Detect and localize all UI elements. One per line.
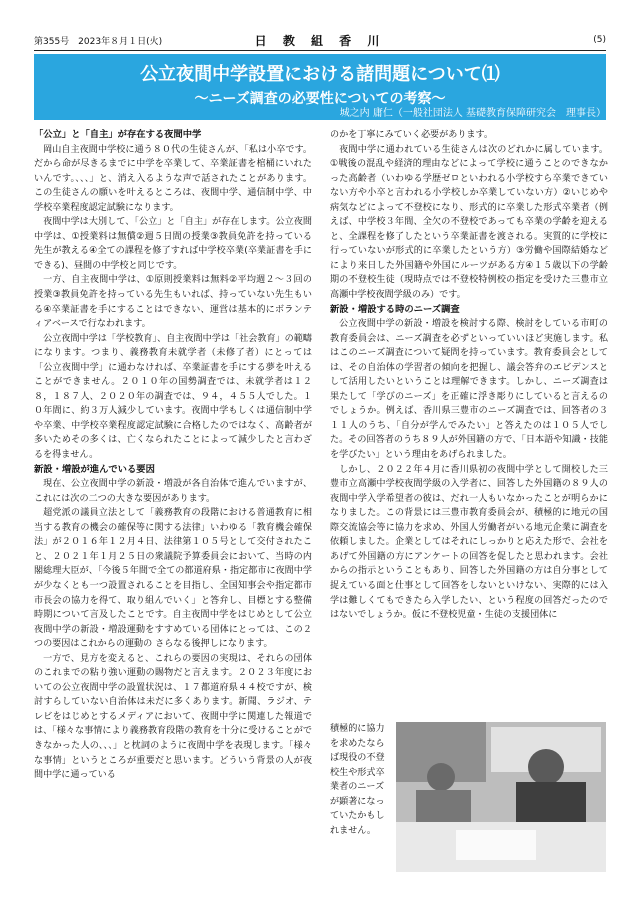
section-heading: 新設・増設する時のニーズ調査 [330,303,460,315]
paragraph: 公立夜間中学の新設・増設を検討する際、検討をしている市町の教育委員会は、ニーズ調査を必ずといっていいほど実施します。私はこのニーズ調査について疑問を持っています。教育委員会としては、その自治体の学習者の傾向を把握し、議会答弁のエビデンスとして活用したいということは理解できます。しかし、ニーズ調査は果たして「学びのニーズ」を正確に浮き彫りにしていると言えるのでしょうか。例えば、香川県三豊市のニーズ調査では、回答者の３１１人のうち、「自分が学んでみたい」と答えたのは１０５人でした。その回答者のうち８９人が外国籍の方で、「日本語や知識・技能を学びたい」という理由をあげられました。 [330,319,608,461]
paragraph: しかし、２０２２年４月に香川県初の夜間中学として開校した三豊市立高瀬中学校夜間学級の入学者に、回答した外国籍の８９人の夜間中学入学希望者の彼は、だれ一人もいなかったことが明らかになりました。この背景には三豊市教育委員会が、積極的に地元の国際交流協会等に協力を求め、外国人労働者がいる地元企業に調査を依頼しました。企業としてはそれにしっかりと応えた形で、会社をあげて外国籍の方にアンケートの回答を促したと思われます。会社からの指示ということもあり、回答した外国籍の方は自分事として捉えている面と仕事として回答をしないといけない、実際的には入学は難しくてもできたら入学したい、という程度の回答だったのではないでしょうか。仮に不登校児童・生徒の支援団体に [330,464,608,621]
section-heading: 「公立」と「自主」が存在する夜間中学 [34,129,202,140]
author-byline: 城之内 庸仁（一般社団法人 基礎教育保障研究会 理事長） [339,108,606,119]
classroom-photo [396,722,606,872]
wrap-text: 積極的に協力を求めたならば現役の不登校生や形式卒業者のニーズが顕著になっていたかもしれません。 [330,724,385,836]
paragraph: 公立夜間中学は「学校教育」、自主夜間中学は「社会教育」の範疇になります。つまり、義務教育未就学者（未修了者）にとっては「公立夜間中学」に通わなければ、卒業証書を手にする夢を叶えることができません。２０１０年の国勢調査では、未就学者は１２８，１８７人、２０２０年の調査では、９４，４５５人でした。１０年間に、約３万人減少しています。夜間中学もしくは通信制中学や卒業、中学校卒業程度認定試験に合格したのではなく、高齢者が多いためその多くは、亡くなられたことによって減少したと言わざるを得ません。 [34,333,312,461]
paragraph: 夜間中学は大別して、「公立」と「自主」が存在します。公立夜間中学は、①授業料は無償②週５日間の授業③教員免許を持っている先生が教える④全ての課程を修了すれば中学校卒業(卒業証書を手にできる)、昼間の中学校と同じです。 [34,217,312,271]
paragraph: 超党派の議員立法として「義務教育の段階における普通教育に相当する教育の機会の確保等に関する法律」いわゆる「教育機会確保法」が２０１６年１２月４日、法律第１０５号として交付されたこと、２０２１年１月２５日の衆議院予算委員会において、当時の内閣総理大臣が、「今後５年間で全ての都道府県・指定都市に夜間中学が少なくとも一つ設置されることを目指し、全国知事会や指定都市市長会の協力を得て、取り組んでいく」と答弁し、目標とする整備時期について言及したことです。自主夜間中学をはじめとして公立夜間中学の新設・増設運動をすすめている団体にとっては、この２つの要因はこれからの運動の さらなる後押しになります。 [34,508,312,650]
left-column [34,128,312,783]
paragraph: 一方で、見方を変えると、これらの要因の実現は、それらの団体のこれまでの粘り強い運動の賜物だと言えます。２０２３年度においての公立夜間中学の設置状況は、１７都道府県４４校ですが、検討すらしていない自治体は未だに多くあります。新聞、ラジオ、テレビをはじめとするメディアにおいて、夜間中学に関連した報道では、「様々な事情により義務教育段階の教育を十分に受けることができなかった人の、、、」と枕詞のように夜間中学を表現します。「様々な事情」というところが重要だと思います。どういう背景の人が夜間中学に通っている [34,653,312,781]
article-title: 公立夜間中学設置における諸問題について⑴ [140,64,500,85]
section-heading: 新設・増設が進んでいる要因 [34,463,155,475]
paragraph: 現在、公立夜間中学の新設・増設が各自治体で進んでいますが、これには次の二つの大きな要因があります。 [34,479,312,504]
right-column [330,128,608,623]
header-rule [34,50,606,51]
paragraph: 一方、自主夜間中学は、①原則授業料は無料②平均週２～３回の授業③教員免許を持っている先生もいれば、持っていない先生もいる④卒業証書を手にすることはできない、運営は基本的にボランティアベースで行なわれます。 [34,275,312,330]
paragraph: 夜間中学に通われている生徒さんは次のどれかに属しています。①戦後の混乱や経済的理由などによって学校に通うことのできなかった高齢者（いわゆる学歴ゼロといわれる小学校すら卒業できていない方や小卒と言われる小学校しか卒業していない方）②いじめや病気などによって不登校になり、形式的に卒業した形式卒業者（例えば、中学校３年間、全欠の不登校であっても卒業の学齢を迎えると、全課程を修了したという卒業証書を渡される。実質的に学校に行っていないが形式的に卒業したという方）③労働や国際結婚などにより来日した外国籍や外国にルーツがある方④１５歳以下の学齢期の不登校生徒（現時点では不登校特例校の指定を受けた三豊市立高瀬中学校夜間学級のみ）です。 [330,144,608,301]
paragraph: 岡山自主夜間中学校に通う８０代の生徒さんが、「私は小卒です。だから命が尽きるまでに中学を卒業して、卒業証書を棺桶にいれたいんです。、、、」と、消え入るような声で話されたことがあります。この生徒さんの願いを叶えるところは、夜間中学、通信制中学、中学校卒業程度認定試験になります。 [34,144,312,213]
page-number: (5) [593,35,606,45]
issue-date: 第355号 2023年８月１日(火) [34,36,163,47]
page-header [34,32,606,48]
newspaper-name: 日 教 組 香 川 [254,33,386,48]
article-subtitle: ～ニーズ調査の必要性についての考察～ [194,91,446,107]
paragraph: のかを丁寧にみていく必要があります。 [330,130,493,140]
